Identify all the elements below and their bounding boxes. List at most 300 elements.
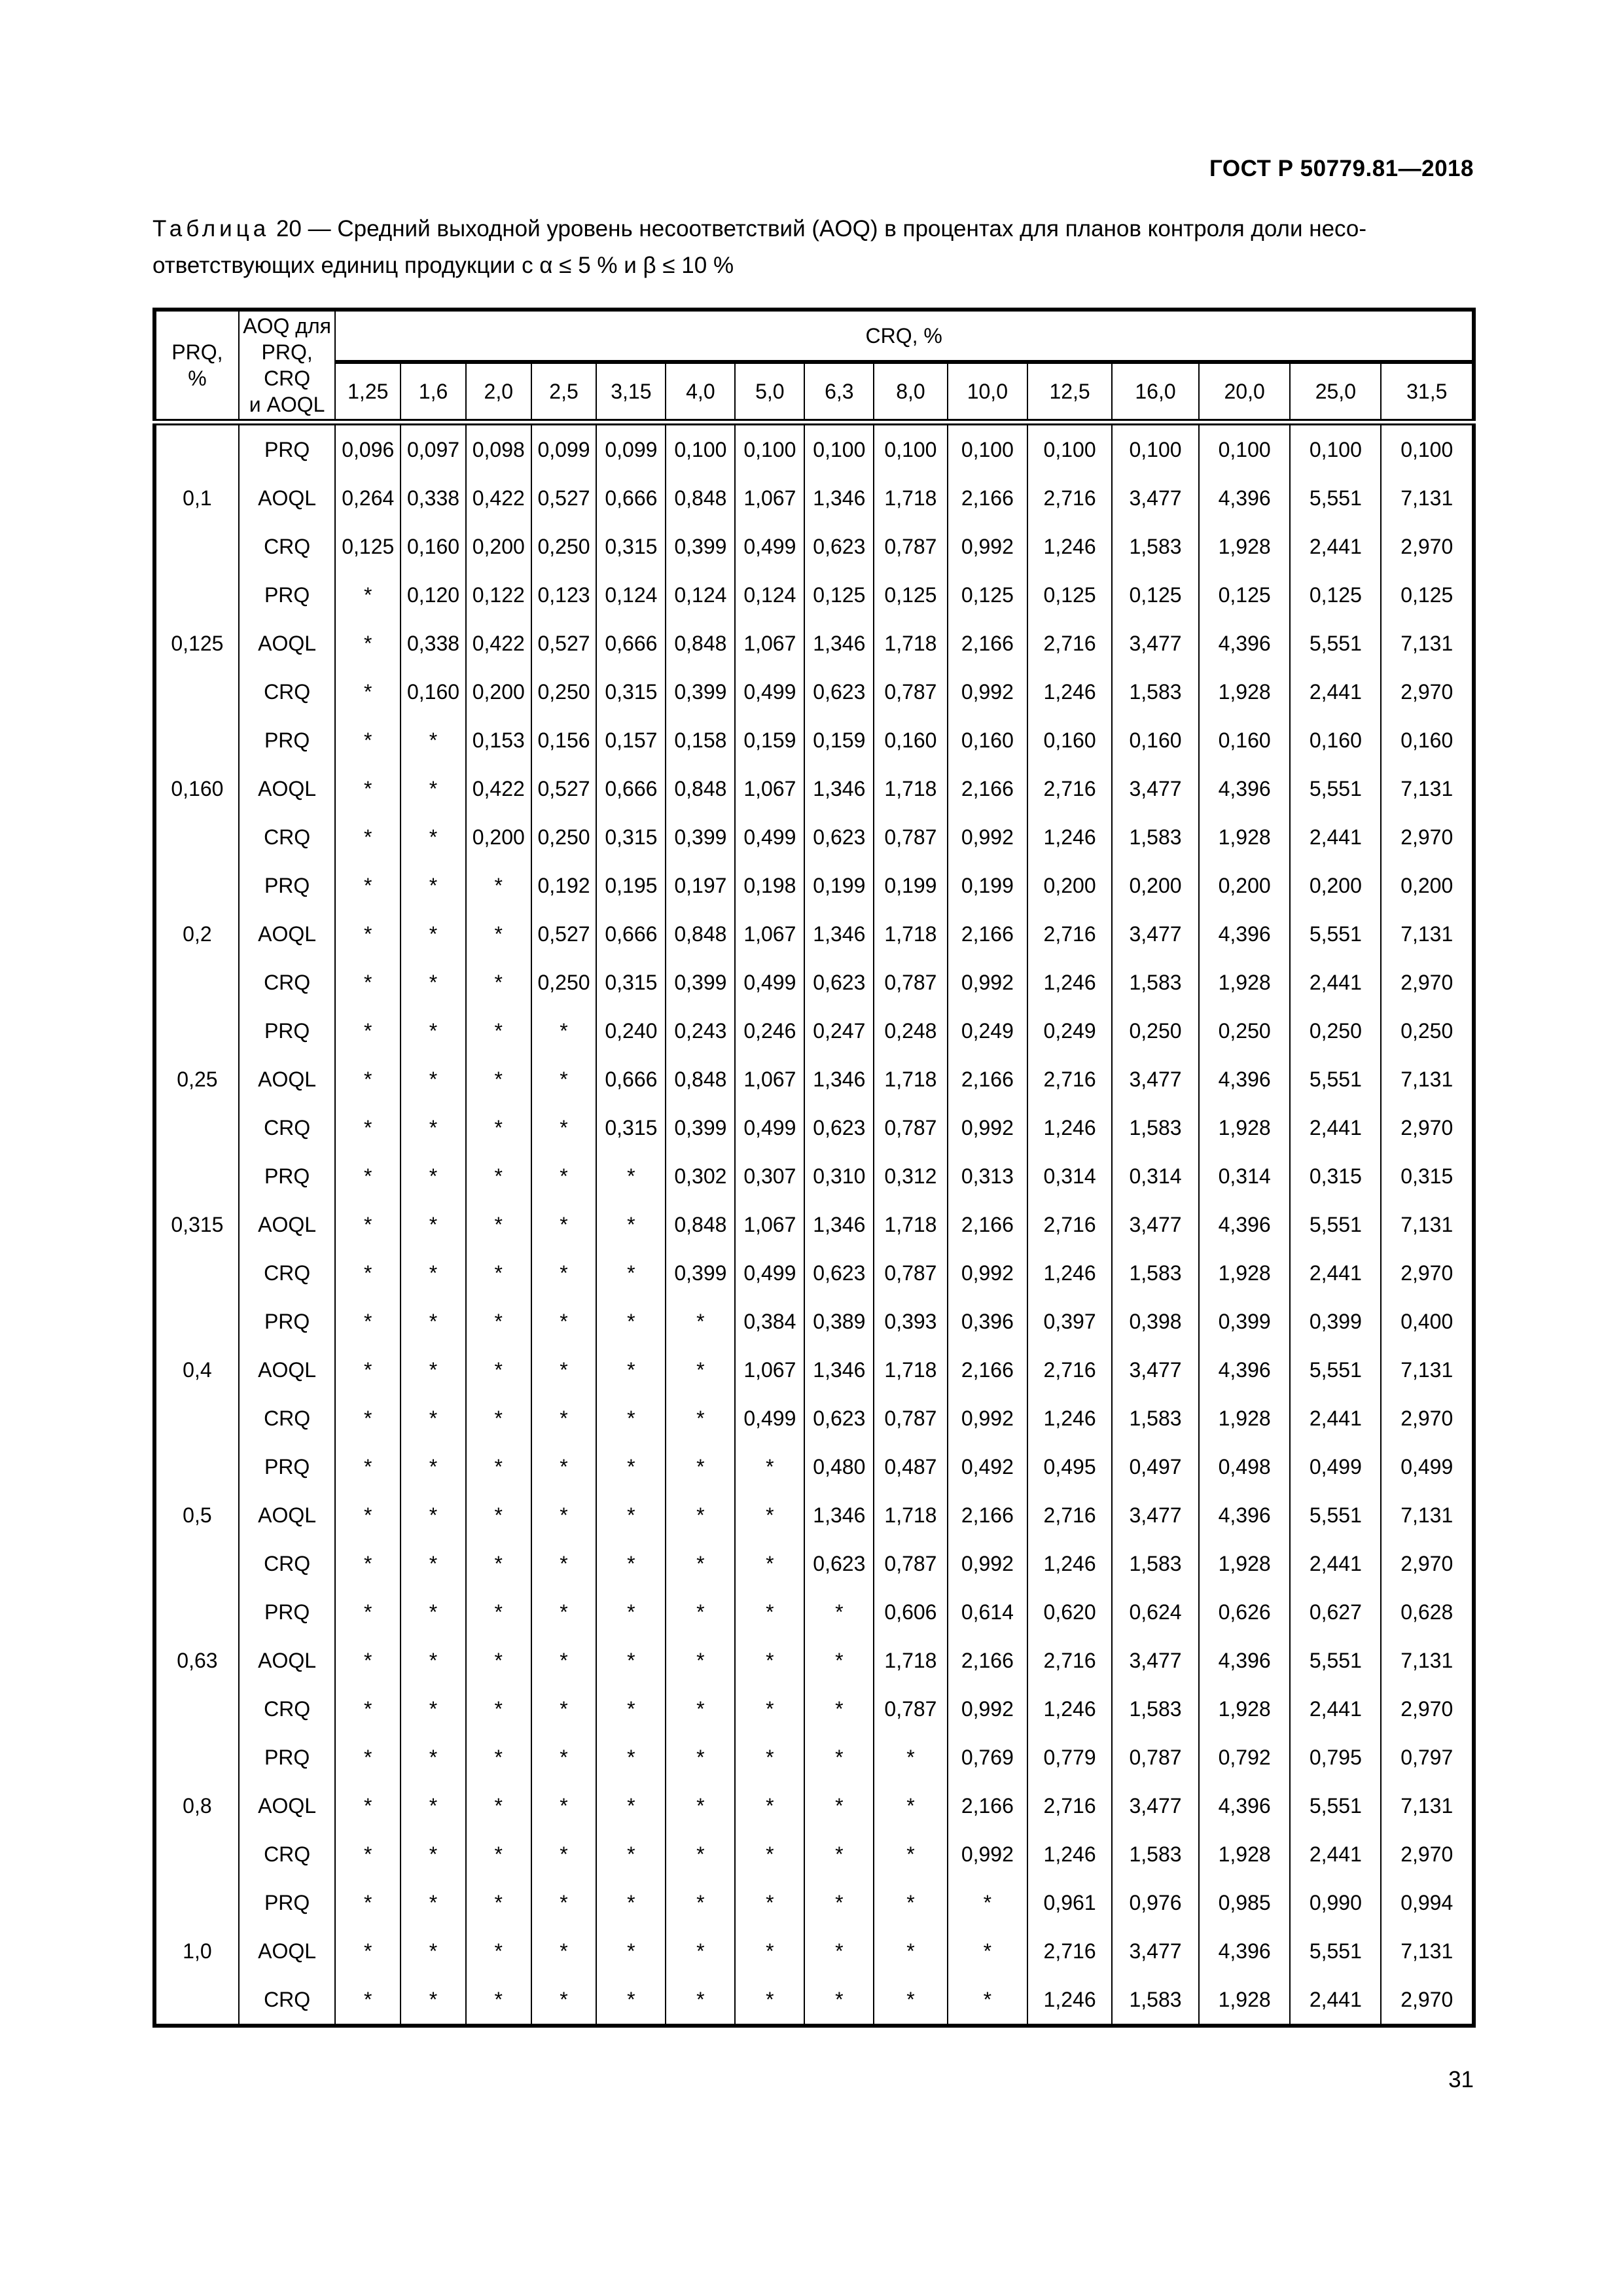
table-cell: 0,623	[804, 813, 874, 861]
table-cell: 0,961	[1027, 1878, 1112, 1927]
table-cell: 0,100	[735, 422, 804, 474]
row-label: PRQ	[239, 716, 336, 764]
table-cell: 0,100	[948, 422, 1028, 474]
table-row	[154, 1491, 1474, 1539]
table-cell: 0,125	[1199, 571, 1290, 619]
table-cell: *	[666, 1491, 735, 1539]
table-cell: 0,315	[596, 813, 666, 861]
row-label: PRQ	[239, 422, 336, 474]
table-cell: 2,166	[948, 1346, 1028, 1394]
table-cell: 1,928	[1199, 668, 1290, 716]
table-cell: *	[666, 1636, 735, 1685]
table-cell: 0,399	[666, 1249, 735, 1297]
table-cell: 0,153	[466, 716, 531, 764]
table-cell: 1,928	[1199, 1975, 1290, 2026]
table-cell: 1,246	[1027, 813, 1112, 861]
table-cell: 0,100	[1027, 422, 1112, 474]
row-label: CRQ	[239, 522, 336, 571]
table-row	[154, 1200, 1474, 1249]
table-cell: 1,928	[1199, 813, 1290, 861]
table-cell: 2,441	[1290, 522, 1381, 571]
table-cell: *	[335, 1443, 401, 1491]
table-cell: 0,160	[948, 716, 1028, 764]
table-cell: 0,125	[335, 522, 401, 571]
table-cell: 0,384	[735, 1297, 804, 1346]
table-cell: 4,396	[1199, 474, 1290, 522]
table-cell: 7,131	[1381, 910, 1474, 958]
table-cell: *	[335, 861, 401, 910]
table-cell: *	[466, 1927, 531, 1975]
crq-column-header: 10,0	[948, 362, 1028, 422]
table-cell: 0,200	[1112, 861, 1199, 910]
table-cell: 0,992	[948, 1394, 1028, 1443]
table-cell: *	[466, 1685, 531, 1733]
table-cell: 3,477	[1112, 474, 1199, 522]
table-cell: 7,131	[1381, 1636, 1474, 1685]
table-cell: 0,623	[804, 1539, 874, 1588]
table-cell: *	[401, 813, 466, 861]
table-cell: 0,302	[666, 1152, 735, 1200]
table-row	[154, 1830, 1474, 1878]
table-cell: 0,158	[666, 716, 735, 764]
table-cell: 0,123	[531, 571, 597, 619]
col-header-prq-line: PRQ,	[171, 340, 223, 364]
table-cell: 4,396	[1199, 764, 1290, 813]
table-cell: *	[335, 1685, 401, 1733]
table-cell: 0,338	[401, 619, 466, 668]
table-row	[154, 422, 1474, 474]
crq-column-header: 25,0	[1290, 362, 1381, 422]
table-cell: 0,398	[1112, 1297, 1199, 1346]
table-cell: *	[335, 1975, 401, 2026]
table-cell: 0,159	[804, 716, 874, 764]
table-row	[154, 764, 1474, 813]
table-cell: 0,422	[466, 619, 531, 668]
row-label: CRQ	[239, 1685, 336, 1733]
table-cell: 0,315	[596, 1103, 666, 1152]
table-cell: *	[466, 910, 531, 958]
table-cell: 0,994	[1381, 1878, 1474, 1927]
table-cell: 1,718	[874, 1346, 947, 1394]
prq-group-value: 0,125	[154, 571, 239, 716]
table-cell: *	[335, 1830, 401, 1878]
table-cell: *	[804, 1927, 874, 1975]
table-cell: 0,614	[948, 1588, 1028, 1636]
table-cell: *	[874, 1782, 947, 1830]
table-row	[154, 1103, 1474, 1152]
table-cell: *	[596, 1346, 666, 1394]
table-cell: 0,779	[1027, 1733, 1112, 1782]
table-cell: *	[666, 1539, 735, 1588]
table-cell: 0,628	[1381, 1588, 1474, 1636]
table-cell: 1,583	[1112, 1394, 1199, 1443]
table-cell: *	[531, 1346, 597, 1394]
table-cell: *	[466, 1830, 531, 1878]
table-cell: *	[401, 716, 466, 764]
prq-group-value: 0,315	[154, 1152, 239, 1297]
table-cell: 2,441	[1290, 668, 1381, 716]
prq-group-value: 0,63	[154, 1588, 239, 1733]
table-cell: 0,122	[466, 571, 531, 619]
table-cell: *	[596, 1782, 666, 1830]
row-label: AOQL	[239, 1346, 336, 1394]
table-cell: 3,477	[1112, 764, 1199, 813]
table-cell: 4,396	[1199, 910, 1290, 958]
table-cell: *	[874, 1975, 947, 2026]
table-cell: 1,346	[804, 1346, 874, 1394]
row-label: AOQL	[239, 1927, 336, 1975]
row-label: PRQ	[239, 1297, 336, 1346]
table-cell: 7,131	[1381, 1346, 1474, 1394]
table-caption-line2: ответствующих единиц продукции с α ≤ 5 % и β ≤ 10 %	[152, 253, 734, 278]
table-cell: 1,346	[804, 474, 874, 522]
table-cell: 1,246	[1027, 522, 1112, 571]
table-cell: 0,264	[335, 474, 401, 522]
page-number: 31	[1448, 2067, 1474, 2092]
row-label: CRQ	[239, 1539, 336, 1588]
table-cell: *	[531, 1878, 597, 1927]
prq-group-value: 0,160	[154, 716, 239, 861]
table-cell: 0,314	[1199, 1152, 1290, 1200]
table-cell: 2,970	[1381, 1830, 1474, 1878]
table-cell: 0,248	[874, 1007, 947, 1055]
table-cell: 5,551	[1290, 1782, 1381, 1830]
table-cell: 0,623	[804, 958, 874, 1007]
table-caption	[152, 211, 1476, 284]
table-cell: 0,992	[948, 522, 1028, 571]
crq-column-header: 1,25	[335, 362, 401, 422]
row-label: AOQL	[239, 474, 336, 522]
crq-column-header: 5,0	[735, 362, 804, 422]
table-cell: 0,787	[874, 668, 947, 716]
table-cell: *	[804, 1636, 874, 1685]
table-cell: 4,396	[1199, 619, 1290, 668]
table-cell: 0,160	[1381, 716, 1474, 764]
table-cell: 0,310	[804, 1152, 874, 1200]
table-cell: 0,399	[666, 813, 735, 861]
table-cell: 1,346	[804, 1491, 874, 1539]
col-header-aoq	[239, 310, 336, 422]
table-cell: *	[401, 1685, 466, 1733]
table-cell: *	[735, 1588, 804, 1636]
table-cell: 7,131	[1381, 1782, 1474, 1830]
table-row	[154, 1443, 1474, 1491]
col-header-aoq-line: PRQ, CRQ	[261, 340, 313, 390]
row-label: CRQ	[239, 813, 336, 861]
table-cell: 0,797	[1381, 1733, 1474, 1782]
table-cell: *	[466, 1152, 531, 1200]
table-cell: 0,156	[531, 716, 597, 764]
table-cell: 0,100	[1112, 422, 1199, 474]
table-cell: 5,551	[1290, 619, 1381, 668]
table-cell: 0,992	[948, 958, 1028, 1007]
table-cell: 0,160	[401, 522, 466, 571]
table-caption-text: 20 — Средний выходной уровень несоответствий (AOQ) в процентах для планов контроля доли несо-	[276, 216, 1367, 242]
table-cell: 0,200	[1199, 861, 1290, 910]
table-row	[154, 1733, 1474, 1782]
table-cell: *	[735, 1927, 804, 1975]
table-cell: 1,583	[1112, 668, 1199, 716]
table-cell: 2,970	[1381, 958, 1474, 1007]
row-label: PRQ	[239, 1152, 336, 1200]
table-cell: 1,067	[735, 619, 804, 668]
table-cell: 0,787	[874, 1249, 947, 1297]
table-cell: *	[466, 1346, 531, 1394]
table-cell: 5,551	[1290, 910, 1381, 958]
table-cell: 3,477	[1112, 1782, 1199, 1830]
table-cell: *	[531, 1636, 597, 1685]
table-cell: 0,499	[735, 1249, 804, 1297]
table-cell: 0,992	[948, 1103, 1028, 1152]
table-cell: *	[335, 958, 401, 1007]
table-cell: *	[401, 1782, 466, 1830]
table-cell: 7,131	[1381, 1927, 1474, 1975]
table-cell: *	[596, 1297, 666, 1346]
table-cell: *	[466, 1394, 531, 1443]
table-cell: 2,441	[1290, 1103, 1381, 1152]
table-cell: 1,928	[1199, 1539, 1290, 1588]
table-cell: *	[735, 1636, 804, 1685]
table-cell: *	[466, 1103, 531, 1152]
table-cell: 2,441	[1290, 1685, 1381, 1733]
table-cell: 2,166	[948, 1200, 1028, 1249]
table-cell: *	[531, 1007, 597, 1055]
table-cell: 0,157	[596, 716, 666, 764]
table-cell: *	[596, 1830, 666, 1878]
table-cell: 0,499	[735, 668, 804, 716]
table-cell: 5,551	[1290, 474, 1381, 522]
table-cell: *	[466, 1539, 531, 1588]
table-cell: 2,716	[1027, 1346, 1112, 1394]
table-cell: 1,928	[1199, 1685, 1290, 1733]
table-cell: *	[531, 1152, 597, 1200]
table-cell: 0,992	[948, 813, 1028, 861]
crq-column-header: 16,0	[1112, 362, 1199, 422]
table-cell: *	[735, 1782, 804, 1830]
table-cell: *	[466, 1297, 531, 1346]
table-cell: 2,166	[948, 1491, 1028, 1539]
table-cell: 2,716	[1027, 1200, 1112, 1249]
table-cell: *	[531, 1588, 597, 1636]
table-cell: *	[666, 1394, 735, 1443]
table-cell: *	[948, 1975, 1028, 2026]
table-cell: *	[804, 1782, 874, 1830]
table-cell: *	[596, 1200, 666, 1249]
table-cell: *	[401, 1394, 466, 1443]
table-row	[154, 1297, 1474, 1346]
table-cell: *	[596, 1636, 666, 1685]
table-cell: 0,159	[735, 716, 804, 764]
table-cell: *	[335, 571, 401, 619]
table-cell: *	[335, 1491, 401, 1539]
table-row	[154, 571, 1474, 619]
row-label: CRQ	[239, 1103, 336, 1152]
table-row	[154, 668, 1474, 716]
row-label: AOQL	[239, 1200, 336, 1249]
table-cell: 0,492	[948, 1443, 1028, 1491]
table-cell: 4,396	[1199, 1055, 1290, 1103]
prq-group-value: 1,0	[154, 1878, 239, 2026]
row-label: PRQ	[239, 861, 336, 910]
table-cell: 0,100	[804, 422, 874, 474]
table-cell: 0,125	[948, 571, 1028, 619]
table-cell: 0,848	[666, 1200, 735, 1249]
standard-designation: ГОСТ Р 50779.81—2018	[1209, 156, 1474, 181]
table-cell: 0,100	[874, 422, 947, 474]
table-cell: 1,067	[735, 764, 804, 813]
table-row	[154, 813, 1474, 861]
table-cell: 0,623	[804, 668, 874, 716]
table-cell: 0,499	[735, 958, 804, 1007]
table-cell: 1,346	[804, 1055, 874, 1103]
table-cell: 1,583	[1112, 522, 1199, 571]
table-cell: 7,131	[1381, 1200, 1474, 1249]
table-cell: *	[531, 1733, 597, 1782]
table-cell: *	[335, 813, 401, 861]
table-cell: 0,992	[948, 668, 1028, 716]
table-cell: 0,666	[596, 1055, 666, 1103]
table-cell: *	[596, 1443, 666, 1491]
table-cell: *	[666, 1346, 735, 1394]
table-cell: 0,787	[874, 1539, 947, 1588]
table-cell: 0,125	[804, 571, 874, 619]
table-cell: 1,346	[804, 764, 874, 813]
table-cell: 1,067	[735, 1200, 804, 1249]
table-cell: 1,583	[1112, 1830, 1199, 1878]
table-cell: 1,928	[1199, 522, 1290, 571]
table-cell: 1,928	[1199, 1394, 1290, 1443]
table-cell: *	[735, 1830, 804, 1878]
table-row	[154, 958, 1474, 1007]
table-cell: *	[401, 1927, 466, 1975]
table-cell: *	[466, 1733, 531, 1782]
crq-column-header: 4,0	[666, 362, 735, 422]
table-cell: *	[466, 1007, 531, 1055]
table-cell: 0,624	[1112, 1588, 1199, 1636]
table-cell: *	[335, 716, 401, 764]
table-cell: 0,787	[1112, 1733, 1199, 1782]
row-label: AOQL	[239, 1055, 336, 1103]
table-cell: *	[804, 1878, 874, 1927]
table-cell: *	[335, 1878, 401, 1927]
table-cell: 0,399	[1199, 1297, 1290, 1346]
table-cell: 1,718	[874, 474, 947, 522]
table-cell: 0,848	[666, 910, 735, 958]
table-cell: 0,312	[874, 1152, 947, 1200]
table-cell: 2,716	[1027, 1636, 1112, 1685]
table-cell: 2,970	[1381, 1394, 1474, 1443]
row-label: PRQ	[239, 1588, 336, 1636]
table-cell: 0,422	[466, 474, 531, 522]
table-cell: *	[531, 1927, 597, 1975]
table-cell: 0,499	[1290, 1443, 1381, 1491]
table-cell: 0,848	[666, 1055, 735, 1103]
crq-column-header: 3,15	[596, 362, 666, 422]
row-label: PRQ	[239, 1878, 336, 1927]
table-cell: 1,718	[874, 1055, 947, 1103]
row-label: AOQL	[239, 910, 336, 958]
table-row	[154, 474, 1474, 522]
table-cell: *	[401, 1200, 466, 1249]
row-label: CRQ	[239, 668, 336, 716]
table-cell: 0,626	[1199, 1588, 1290, 1636]
table-cell: 2,441	[1290, 1975, 1381, 2026]
table-cell: *	[666, 1878, 735, 1927]
table-cell: 0,623	[804, 522, 874, 571]
table-cell: 2,970	[1381, 1103, 1474, 1152]
table-cell: 2,970	[1381, 1975, 1474, 2026]
table-cell: *	[666, 1443, 735, 1491]
table-cell: 0,792	[1199, 1733, 1290, 1782]
table-cell: 1,246	[1027, 1249, 1112, 1297]
table-cell: 7,131	[1381, 619, 1474, 668]
table-cell: 0,992	[948, 1685, 1028, 1733]
table-cell: 1,928	[1199, 1830, 1290, 1878]
table-cell: 0,399	[666, 668, 735, 716]
table-cell: 1,246	[1027, 1103, 1112, 1152]
table-cell: *	[735, 1685, 804, 1733]
col-header-crq-span: CRQ, %	[335, 310, 1474, 362]
table-cell: *	[531, 1443, 597, 1491]
table-cell: 1,246	[1027, 668, 1112, 716]
table-cell: *	[596, 1685, 666, 1733]
table-cell: 0,198	[735, 861, 804, 910]
table-cell: 0,100	[666, 422, 735, 474]
table-cell: 0,160	[1112, 716, 1199, 764]
table-cell: *	[531, 1830, 597, 1878]
crq-column-header: 2,5	[531, 362, 597, 422]
table-cell: 0,125	[874, 571, 947, 619]
prq-group-value: 0,5	[154, 1443, 239, 1588]
table-cell: 0,243	[666, 1007, 735, 1055]
table-cell: 0,120	[401, 571, 466, 619]
table-cell: 4,396	[1199, 1782, 1290, 1830]
crq-column-header: 12,5	[1027, 362, 1112, 422]
table-cell: *	[401, 1491, 466, 1539]
col-header-aoq-line: AOQ для	[243, 314, 331, 338]
table-cell: *	[531, 1055, 597, 1103]
table-cell: 3,477	[1112, 1636, 1199, 1685]
row-label: PRQ	[239, 1007, 336, 1055]
table-cell: 0,666	[596, 474, 666, 522]
table-cell: 0,250	[1199, 1007, 1290, 1055]
table-cell: *	[335, 1152, 401, 1200]
table-cell: 0,250	[531, 522, 597, 571]
table-cell: 0,848	[666, 619, 735, 668]
table-cell: 0,160	[401, 668, 466, 716]
table-cell: 0,099	[596, 422, 666, 474]
table-cell: *	[466, 1200, 531, 1249]
table-cell: *	[335, 668, 401, 716]
table-cell: *	[335, 1539, 401, 1588]
table-cell: 0,985	[1199, 1878, 1290, 1927]
table-cell: 3,477	[1112, 1200, 1199, 1249]
table-cell: *	[335, 1297, 401, 1346]
table-cell: *	[804, 1588, 874, 1636]
table-cell: *	[735, 1878, 804, 1927]
table-cell: *	[466, 1975, 531, 2026]
table-cell: 5,551	[1290, 1491, 1381, 1539]
table-cell: 0,124	[596, 571, 666, 619]
table-cell: 2,970	[1381, 813, 1474, 861]
table-cell: *	[666, 1927, 735, 1975]
table-cell: *	[596, 1975, 666, 2026]
table-cell: 0,199	[948, 861, 1028, 910]
table-cell: *	[666, 1297, 735, 1346]
table-cell: 2,166	[948, 474, 1028, 522]
table-cell: *	[335, 619, 401, 668]
table-cell: 0,100	[1199, 422, 1290, 474]
